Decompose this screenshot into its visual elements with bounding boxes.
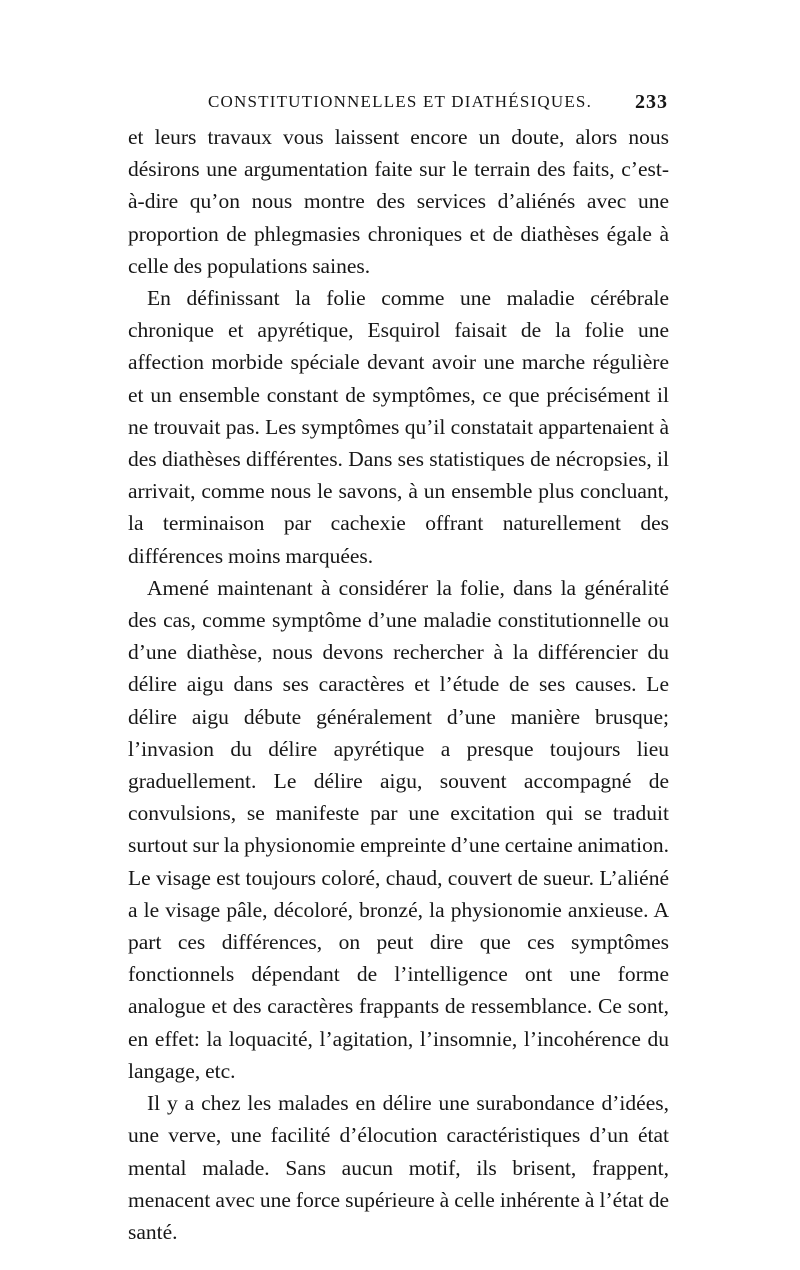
running-title: CONSTITUTIONNELLES ET DIATHÉSIQUES. — [208, 92, 593, 111]
page-number: 233 — [635, 91, 668, 113]
paragraph-3: Amené maintenant à considérer la folie, dans la généralité des cas, comme symptôme d’une maladie constitutionnelle ou d’une diathèse, nous devons rechercher à la différencier du délire aigu dans ses caractères et l’étude de ses causes. Le délire aigu débute généralement d’une manière brusque; l’invasion du délire apyrétique a presque toujours lieu graduellement. Le délire aigu, souvent accompagné de convulsions, se manifeste par une excitation qui se traduit surtout sur la physionomie empreinte d’une certaine animation. Le visage est toujours coloré, chaud, couvert de sueur. L’aliéné a le visage pâle, décoloré, bronzé, la physionomie anxieuse. A part ces différences, on peut dire que ces symptômes fonctionnels dépendant de l’intelligence ont une forme analogue et des caractères frappants de ressemblance. Ce sont, en effet: la loquacité, l’agitation, l’insomnie, l’incohérence du langage, etc. — [128, 575, 670, 1083]
body-text — [128, 121, 669, 1248]
paragraph-2: En définissant la folie comme une maladie cérébrale chronique et apyrétique, Esquirol faisait de la folie une affection morbide spéciale devant avoir une marche régulière et un ensemble constant de symptômes, ce que précisément il ne trouvait pas. Les symptômes qu’il constatait appartenaient à des diathèses différentes. Dans ses statistiques de nécropsies, il arrivait, comme nous le savons, à un ensemble plus concluant, la terminaison par cachexie offrant naturellement des différences moins marquées. — [128, 286, 669, 568]
running-head — [128, 88, 668, 116]
paragraph-1: et leurs travaux vous laissent encore un doute, alors nous désirons une argumentation faite sur le terrain des faits, c’est-à-dire qu’on nous montre des services d’aliénés avec une proportion de phlegmasies chroniques et de diathèses égale à celle des populations saines. — [128, 125, 669, 278]
paragraph-4: Il y a chez les malades en délire une surabondance d’idées, une verve, une facilité d’élocution caractéristiques d’un état mental malade. Sans aucun motif, ils brisent, frappent, menacent avec une force supérieure à celle inhérente à l’état de santé. — [128, 1091, 669, 1244]
